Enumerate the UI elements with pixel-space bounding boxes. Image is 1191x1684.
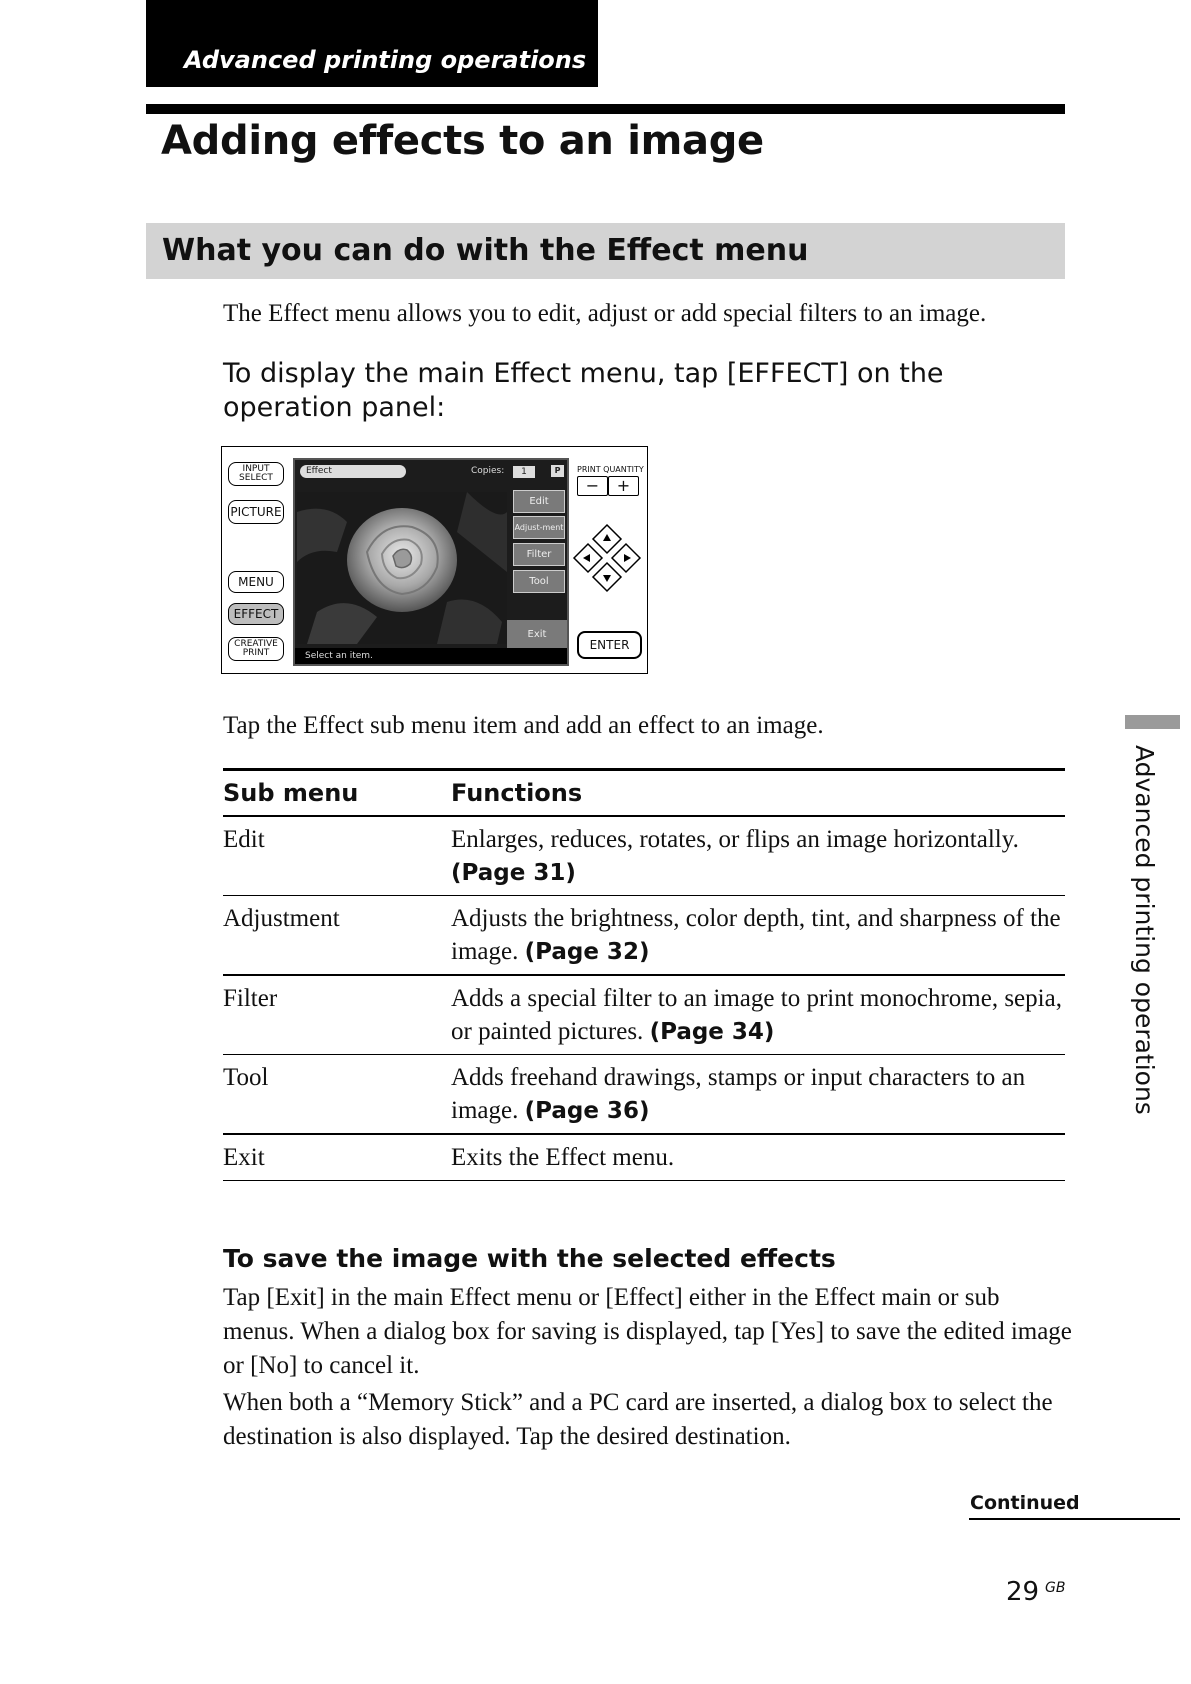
function-text: Adjusts the brightness, color depth, tint, and sharpness of the image. — [451, 905, 1061, 965]
table-row — [223, 976, 1065, 1054]
header-sub-menu: Sub menu — [223, 779, 359, 807]
page-reference: (Page 31) — [451, 859, 576, 886]
row-sub-menu: Exit — [223, 1143, 265, 1171]
header-functions: Functions — [451, 779, 583, 807]
operation-panel-illustration — [221, 446, 648, 674]
page-reference: (Page 32) — [524, 939, 650, 965]
row-function — [451, 896, 1065, 974]
table-row — [223, 1055, 1065, 1133]
direction-pad-icon — [572, 523, 642, 593]
print-quantity-label: PRINT QUANTITY — [577, 465, 644, 474]
page-reference: (Page 36) — [524, 1098, 650, 1124]
function-text: Exits the Effect menu. — [451, 1143, 675, 1171]
creative-print-button: CREATIVE PRINT — [228, 637, 284, 661]
screen-menu-tool: Tool — [513, 570, 565, 593]
submenu-table — [223, 768, 1065, 1181]
section-tab — [146, 0, 598, 87]
effect-button: EFFECT — [228, 603, 284, 625]
screen-menu-adjustment: Adjust-ment — [513, 516, 565, 539]
row-function — [451, 976, 1065, 1054]
row-sub-menu: Tool — [223, 1064, 269, 1091]
title-rule — [146, 104, 1065, 114]
table-row — [223, 817, 1065, 895]
function-text: Adds freehand drawings, stamps or input characters to an image. — [451, 1064, 1026, 1124]
page-reference: (Page 34) — [649, 1018, 775, 1045]
function-text: Enlarges, reduces, rotates, or flips an image horizontally. — [451, 825, 1019, 853]
continued-label: Continued — [970, 1492, 1080, 1514]
table-row — [223, 1135, 1065, 1180]
plus-button: + — [608, 476, 639, 496]
section-heading-bar — [146, 223, 1065, 279]
row-sub-menu: Edit — [223, 825, 265, 853]
screen-status: Select an item. — [295, 648, 567, 664]
enter-button: ENTER — [577, 631, 642, 659]
page-language-suffix: GB — [1045, 1580, 1066, 1596]
page-title: Adding effects to an image — [161, 118, 764, 164]
side-section-label: Advanced printing operations — [1130, 745, 1159, 1115]
display-instruction: To display the main Effect menu, tap [EFFECT] on the operation panel: — [223, 358, 944, 423]
row-sub-menu: Adjustment — [223, 905, 340, 932]
row-function — [451, 1055, 1065, 1133]
row-sub-menu: Filter — [223, 984, 278, 1012]
table-header — [223, 771, 1065, 815]
copies-label: Copies: — [471, 466, 505, 476]
screen-title: Effect — [300, 465, 406, 478]
screen-exit: Exit — [507, 620, 567, 648]
row-function — [451, 817, 1065, 895]
minus-button: − — [577, 476, 608, 496]
row-function — [451, 1135, 1065, 1180]
rose-photo — [297, 492, 507, 644]
copies-value: 1 — [513, 466, 535, 478]
screen-menu-filter: Filter — [513, 543, 565, 566]
save-paragraph-1: Tap [Exit] in the main Effect menu or [Effect] either in the Effect main or sub menus. When a dialog box for saving is displayed, tap [Yes] to save the edited image or [No] to cancel it. — [223, 1284, 1072, 1379]
input-select-button: INPUT SELECT — [228, 462, 284, 486]
table-row — [223, 896, 1065, 974]
picture-button: PICTURE — [228, 500, 284, 524]
intro-text: The Effect menu allows you to edit, adjust or add special filters to an image. — [223, 300, 987, 327]
section-tab-label: Advanced printing operations — [184, 46, 587, 74]
save-paragraph-2: When both a “Memory Stick” and a PC card are inserted, a dialog box to select the destination is also displayed. Tap the desired destination. — [223, 1389, 1053, 1450]
page-number: 29 — [1006, 1577, 1040, 1607]
screen-menu-edit: Edit — [513, 490, 565, 513]
section-heading: What you can do with the Effect menu — [162, 233, 809, 268]
table-bottom-rule — [223, 1180, 1065, 1182]
tap-instruction: Tap the Effect sub menu item and add an effect to an image. — [223, 712, 824, 739]
side-index-tab — [1125, 715, 1180, 729]
lcd-screen — [293, 458, 569, 666]
function-text: Adds a special filter to an image to print monochrome, sepia, or painted pictures. — [451, 984, 1062, 1045]
continued-rule — [969, 1518, 1180, 1520]
print-badge: P — [551, 465, 564, 477]
menu-button: MENU — [228, 571, 284, 593]
save-heading: To save the image with the selected effects — [223, 1244, 836, 1273]
